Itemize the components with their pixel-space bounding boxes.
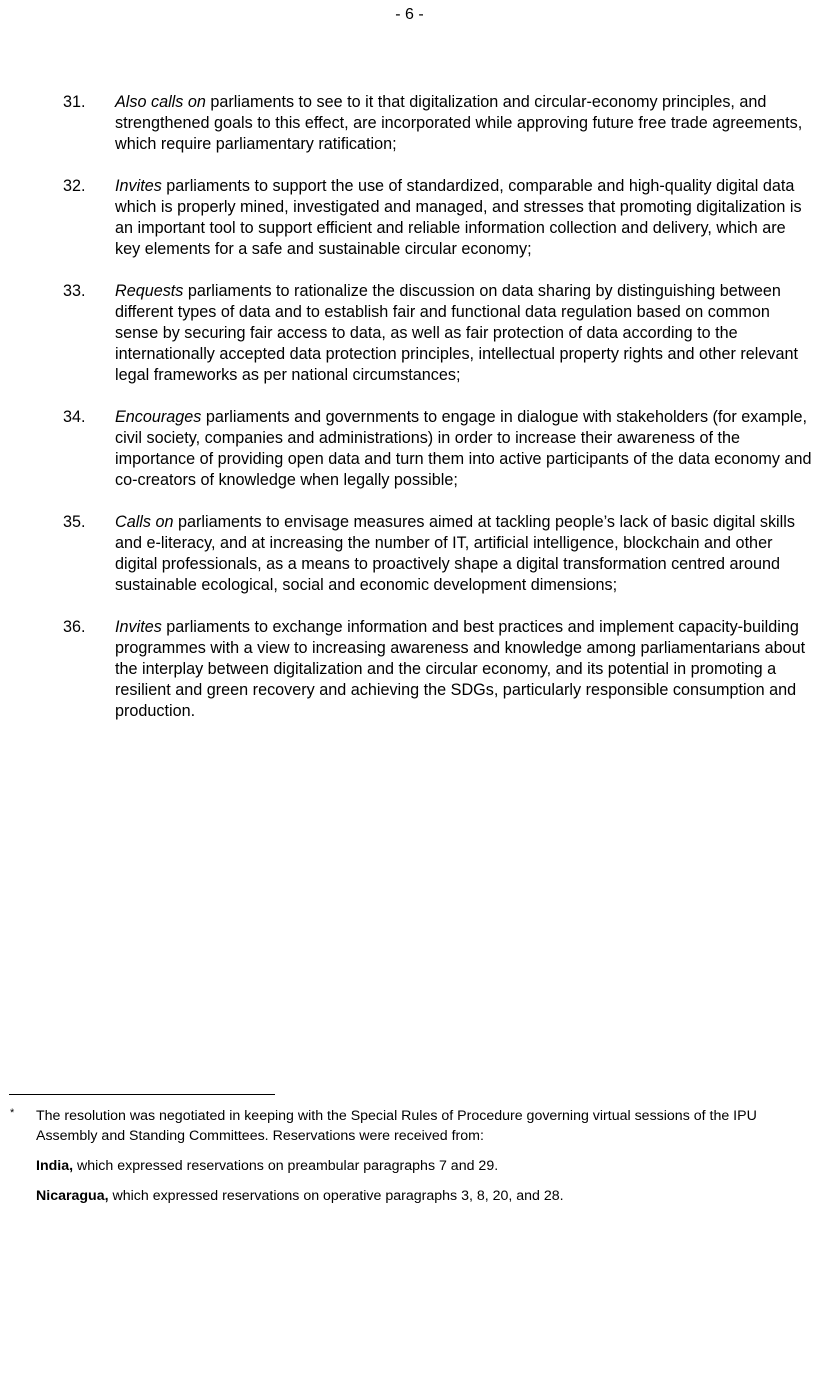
reservation-text: which expressed reservations on operative paragraphs 3, 8, 20, and 28. <box>108 1188 564 1204</box>
reservation-country: Nicaragua, <box>36 1188 109 1204</box>
paragraph-lead-verb: Requests <box>115 282 184 300</box>
paragraph-text: parliaments to exchange information and best practices and implement capacity-building programmes with a view to increasing awareness and knowledge among parliamentarians about the interplay between digitalization and the circular economy, and its potential in promoting a resilient and green recovery and achieving the SDGs, particularly responsible consumption and production. <box>115 618 806 720</box>
paragraph-34 <box>0 407 819 491</box>
paragraph-number: 35. <box>63 513 86 531</box>
paragraph-text: parliaments to envisage measures aimed at tackling people’s lack of basic digital skills and e-literacy, and at increasing the number of IT, artificial intelligence, blockchain and other digital professionals, as a means to proactively shape a digital transformation centred around sustainable ecological, social and economic development dimensions; <box>115 513 795 594</box>
paragraph-text: parliaments to see to it that digitalization and circular-economy principles, and strengthened goals to this effect, are incorporated while approving future free trade agreements, which require parliamentary ratification; <box>115 93 803 153</box>
paragraph-body <box>115 617 815 722</box>
paragraph-35 <box>0 512 819 596</box>
reservation-text: which expressed reservations on preambular paragraphs 7 and 29. <box>73 1158 499 1174</box>
paragraph-lead-verb: Calls on <box>115 513 174 531</box>
footnote-divider <box>9 1094 275 1095</box>
paragraph-number: 36. <box>63 618 86 636</box>
paragraph-text: parliaments to support the use of standardized, comparable and high-quality digital data which is properly mined, investigated and managed, and stresses that promoting digitalization is an important tool to support efficient and reliable information collection and delivery, which are key elements for a safe and sustainable circular economy; <box>115 177 802 258</box>
paragraph-body <box>115 407 815 491</box>
reservation-india <box>36 1156 816 1176</box>
paragraph-lead-verb: Invites <box>115 618 162 636</box>
paragraph-body <box>115 281 815 386</box>
paragraph-number: 33. <box>63 282 86 300</box>
reservation-country: India, <box>36 1158 74 1174</box>
paragraph-number: 34. <box>63 408 86 426</box>
paragraph-body <box>115 92 815 155</box>
page-number: - 6 - <box>395 6 424 23</box>
paragraph-body <box>115 176 815 260</box>
paragraph-number: 31. <box>63 93 86 111</box>
paragraph-body <box>115 512 815 596</box>
paragraph-lead-verb: Also calls on <box>115 93 206 111</box>
paragraph-lead-verb: Invites <box>115 177 162 195</box>
footnote <box>0 1106 819 1206</box>
paragraph-text: parliaments and governments to engage in dialogue with stakeholders (for example, civil society, companies and administrations) in order to increase their awareness of the importance of providing open data and turn them into active participants of the data economy and co-creators of knowledge when legally possible; <box>115 408 812 489</box>
paragraph-text: parliaments to rationalize the discussion on data sharing by distinguishing between different types of data and to establish fair and functional data regulation based on common sense by securing fair access to data, as well as fair protection of data according to the internationally accepted data protection principles, intellectual property rights and other relevant legal frameworks as per national circumstances; <box>115 282 798 384</box>
paragraph-36 <box>0 617 819 722</box>
footnote-marker: * <box>10 1107 15 1119</box>
paragraph-lead-verb: Encourages <box>115 408 202 426</box>
reservation-nicaragua <box>36 1186 816 1206</box>
paragraph-31 <box>0 92 819 155</box>
paragraph-32 <box>0 176 819 260</box>
paragraph-33 <box>0 281 819 386</box>
paragraph-number: 32. <box>63 177 86 195</box>
operative-paragraphs <box>0 92 819 743</box>
footnote-text: The resolution was negotiated in keeping with the Special Rules of Procedure governing virtual sessions of the IPU Assembly and Standing Committees. Reservations were received from: <box>36 1108 757 1144</box>
